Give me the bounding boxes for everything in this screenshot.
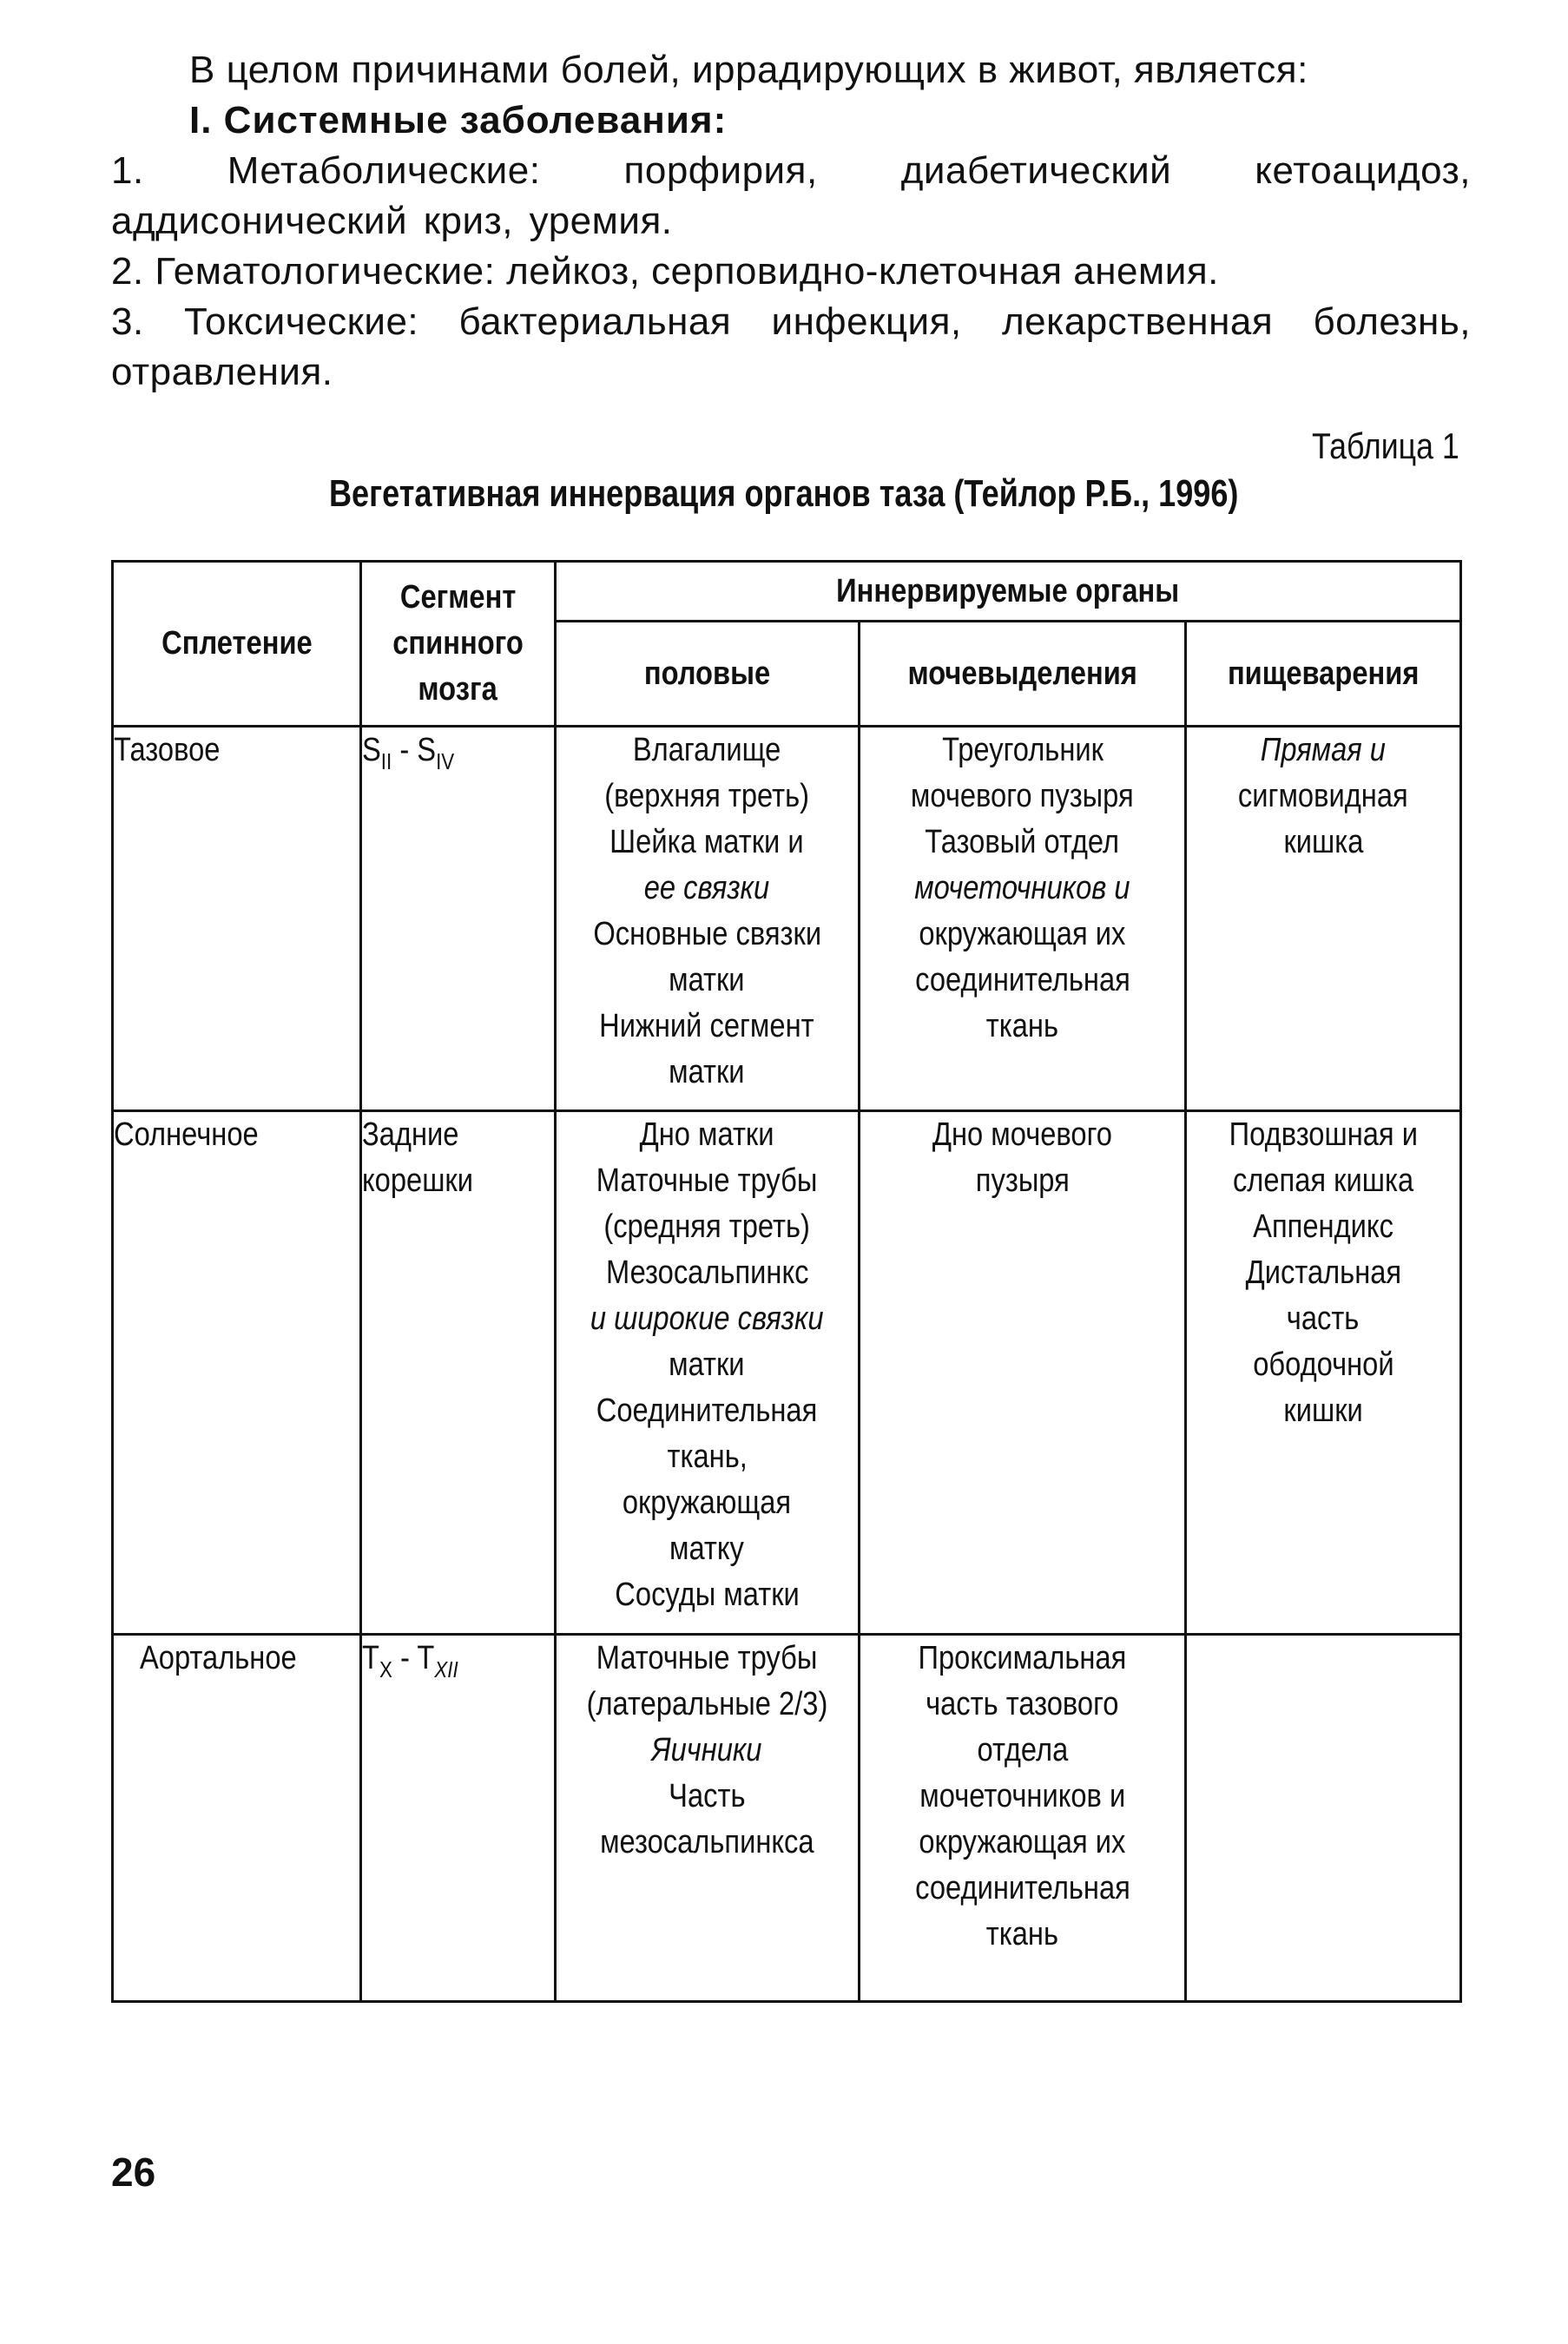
intro-line: В целом причинами болей, иррадирующих в живот, является: xyxy=(189,49,1308,91)
cell-urinary: Треугольник мочевого пузыря Тазовый отдел мочеточников и окружающая их соединительная ткань xyxy=(860,727,1186,1111)
cell-genital: Влагалище (верхняя треть) Шейка матки и ее связки Основные связки матки Нижний сегмент матки xyxy=(555,727,859,1111)
cell-plexus: Аортальное xyxy=(113,1635,361,2002)
innervation-table xyxy=(111,560,1462,2003)
header-plexus: Сплетение xyxy=(113,562,361,727)
cell-genital: Дно матки Маточные трубы (средняя треть) Мезосальпинкс и широкие связки матки Соединительная ткань, окружающая матку Сосуды матки xyxy=(555,1111,859,1635)
cell-digestive xyxy=(1186,1635,1461,2002)
cell-urinary: Дно мочевого пузыря xyxy=(860,1111,1186,1635)
cell-genital: Маточные трубы (латеральные 2/3) Яичники Часть мезосальпинкса xyxy=(555,1635,859,2002)
page-number: 26 xyxy=(111,2150,156,2195)
cell-segment: Задние корешки xyxy=(361,1111,555,1635)
cell-urinary: Проксимальная часть тазового отдела мочеточников и окружающая их соединительная ткань xyxy=(860,1635,1186,2002)
cell-segment: $T_X - T_{XII}$ xyxy=(361,1635,555,2002)
cell-digestive: Подвзошная и слепая кишка Аппендикс Дистальная часть ободочной кишки xyxy=(1186,1111,1461,1635)
table-row xyxy=(113,727,1461,1111)
table-row xyxy=(113,1111,1461,1635)
table-title-text: Вегетативная иннервация органов таза (Тейлор Р.Б., 1996) xyxy=(329,472,1239,515)
table-title xyxy=(0,472,1568,516)
list-item-hematologic: 2. Гематологические: лейкоз, серповидно-клеточная анемия. xyxy=(111,250,1219,293)
cell-digestive: Прямая и сигмовидная кишка xyxy=(1186,727,1461,1111)
table-row xyxy=(113,1635,1461,2002)
header-urinary: мочевыделения xyxy=(860,622,1186,727)
cell-plexus: Тазовое xyxy=(113,727,361,1111)
table-header-row xyxy=(113,562,1461,622)
header-genital: половые xyxy=(555,622,859,727)
cell-segment: $S_{II} - S_{IV}$ xyxy=(361,727,555,1111)
cell-plexus: Солнечное xyxy=(113,1111,361,1635)
header-organs: Иннервируемые органы xyxy=(555,562,1460,622)
intro-text xyxy=(111,45,1471,398)
list-item-toxic: 3. Токсические: бактериальная инфекция, лекарственная болезнь, отравления. xyxy=(111,300,1471,393)
table-number: Таблица 1 xyxy=(1312,425,1459,466)
list-item-metabolic: 1. Метаболические: порфирия, диабетический кетоацидоз, аддисонический криз, уремия. xyxy=(111,149,1471,242)
header-digestive: пищеварения xyxy=(1186,622,1461,727)
header-segment: Сегмент спинного мозга xyxy=(361,562,555,727)
section-heading: I. Системные заболевания: xyxy=(189,99,728,142)
